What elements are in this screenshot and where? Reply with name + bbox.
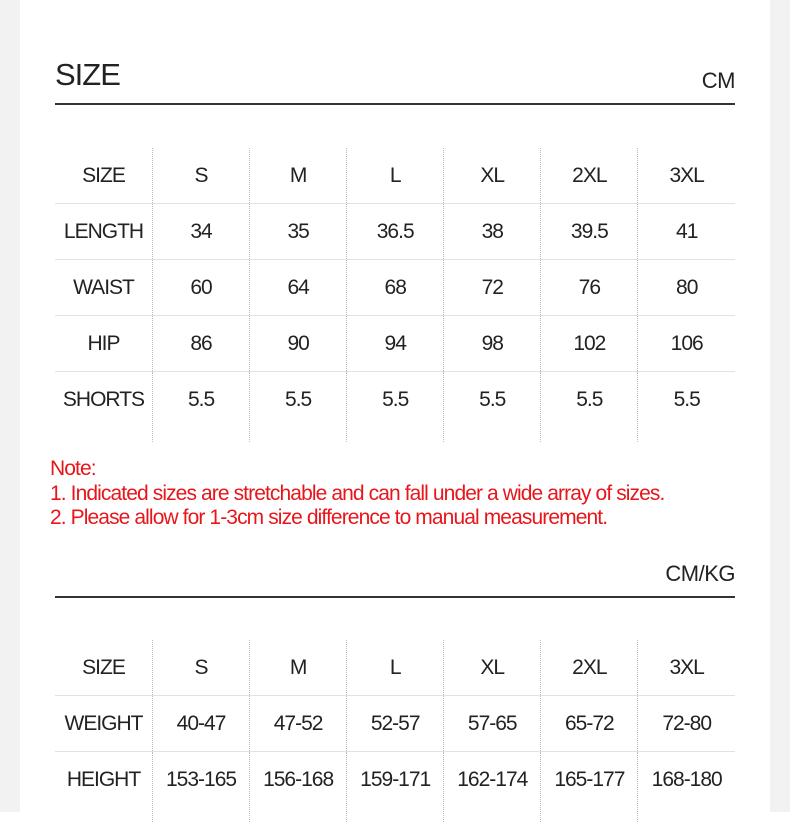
table-cell: 106 bbox=[638, 316, 735, 372]
header-cell: S bbox=[153, 640, 250, 696]
table-cell: 90 bbox=[250, 316, 347, 372]
header-cell: 3XL bbox=[638, 148, 735, 204]
table-cell: 86 bbox=[153, 316, 250, 372]
table-cell: 36.5 bbox=[347, 204, 444, 260]
table-cell: 156-168 bbox=[250, 752, 347, 822]
header-cell: SIZE bbox=[82, 655, 125, 679]
row-label: WAIST bbox=[55, 260, 153, 316]
size-chart-title: SIZE bbox=[55, 57, 120, 92]
header-cell: M bbox=[250, 640, 347, 696]
table-cell: 60 bbox=[153, 260, 250, 316]
size-note bbox=[50, 457, 664, 531]
row-label: WEIGHT bbox=[55, 696, 153, 752]
table-cell: 94 bbox=[347, 316, 444, 372]
table-cell: 76 bbox=[541, 260, 638, 316]
table-cell: 68 bbox=[347, 260, 444, 316]
table-cell: 5.5 bbox=[638, 372, 735, 442]
table-cell: 52-57 bbox=[347, 696, 444, 752]
table-cell: 40-47 bbox=[153, 696, 250, 752]
table-cell: 98 bbox=[444, 316, 541, 372]
table-row bbox=[55, 316, 735, 372]
table-row bbox=[55, 260, 735, 316]
size-chart-header bbox=[55, 50, 735, 105]
note-label: Note: bbox=[50, 457, 96, 480]
row-label: HEIGHT bbox=[55, 752, 153, 822]
table-cell: 168-180 bbox=[638, 752, 735, 822]
size-measurement-table bbox=[55, 148, 735, 442]
header-cell: SIZE bbox=[82, 163, 125, 187]
body-chart-header bbox=[55, 550, 735, 598]
header-cell: 3XL bbox=[638, 640, 735, 696]
table-cell: 34 bbox=[153, 204, 250, 260]
row-label: HIP bbox=[55, 316, 153, 372]
header-cell: 2XL bbox=[541, 148, 638, 204]
table-cell: 38 bbox=[444, 204, 541, 260]
row-label: SHORTS bbox=[55, 372, 153, 442]
size-chart-unit: CM bbox=[701, 68, 735, 93]
header-cell: 2XL bbox=[541, 640, 638, 696]
table-header-row bbox=[55, 148, 735, 204]
table-cell: 64 bbox=[250, 260, 347, 316]
table-cell: 102 bbox=[541, 316, 638, 372]
table-cell: 41 bbox=[638, 204, 735, 260]
table-cell: 39.5 bbox=[541, 204, 638, 260]
table-cell: 65-72 bbox=[541, 696, 638, 752]
table-cell: 5.5 bbox=[153, 372, 250, 442]
table-row bbox=[55, 752, 735, 822]
table-cell: 35 bbox=[250, 204, 347, 260]
table-cell: 165-177 bbox=[541, 752, 638, 822]
header-cell: M bbox=[250, 148, 347, 204]
header-cell: L bbox=[347, 640, 444, 696]
header-cell: L bbox=[347, 148, 444, 204]
note-line: 2. Please allow for 1-3cm size difference to manual measurement. bbox=[50, 506, 608, 529]
note-line: 1. Indicated sizes are stretchable and can fall under a wide array of sizes. bbox=[50, 481, 665, 505]
table-row bbox=[55, 372, 735, 442]
table-cell: 5.5 bbox=[250, 372, 347, 442]
table-cell: 72-80 bbox=[638, 696, 735, 752]
body-chart-unit: CM/KG bbox=[665, 561, 735, 586]
table-cell: 57-65 bbox=[444, 696, 541, 752]
table-row bbox=[55, 204, 735, 260]
header-cell: S bbox=[153, 148, 250, 204]
table-cell: 159-171 bbox=[347, 752, 444, 822]
table-cell: 5.5 bbox=[541, 372, 638, 442]
left-margin-strip bbox=[0, 0, 20, 812]
table-cell: 80 bbox=[638, 260, 735, 316]
table-header-row bbox=[55, 640, 735, 696]
table-cell: 5.5 bbox=[444, 372, 541, 442]
header-cell: XL bbox=[444, 640, 541, 696]
table-cell: 5.5 bbox=[347, 372, 444, 442]
table-row bbox=[55, 696, 735, 752]
table-cell: 162-174 bbox=[444, 752, 541, 822]
table-cell: 153-165 bbox=[153, 752, 250, 822]
right-margin-strip bbox=[770, 0, 790, 812]
header-cell: XL bbox=[444, 148, 541, 204]
table-cell: 72 bbox=[444, 260, 541, 316]
table-cell: 47-52 bbox=[250, 696, 347, 752]
weight-height-table bbox=[55, 640, 735, 822]
row-label: LENGTH bbox=[55, 204, 153, 260]
